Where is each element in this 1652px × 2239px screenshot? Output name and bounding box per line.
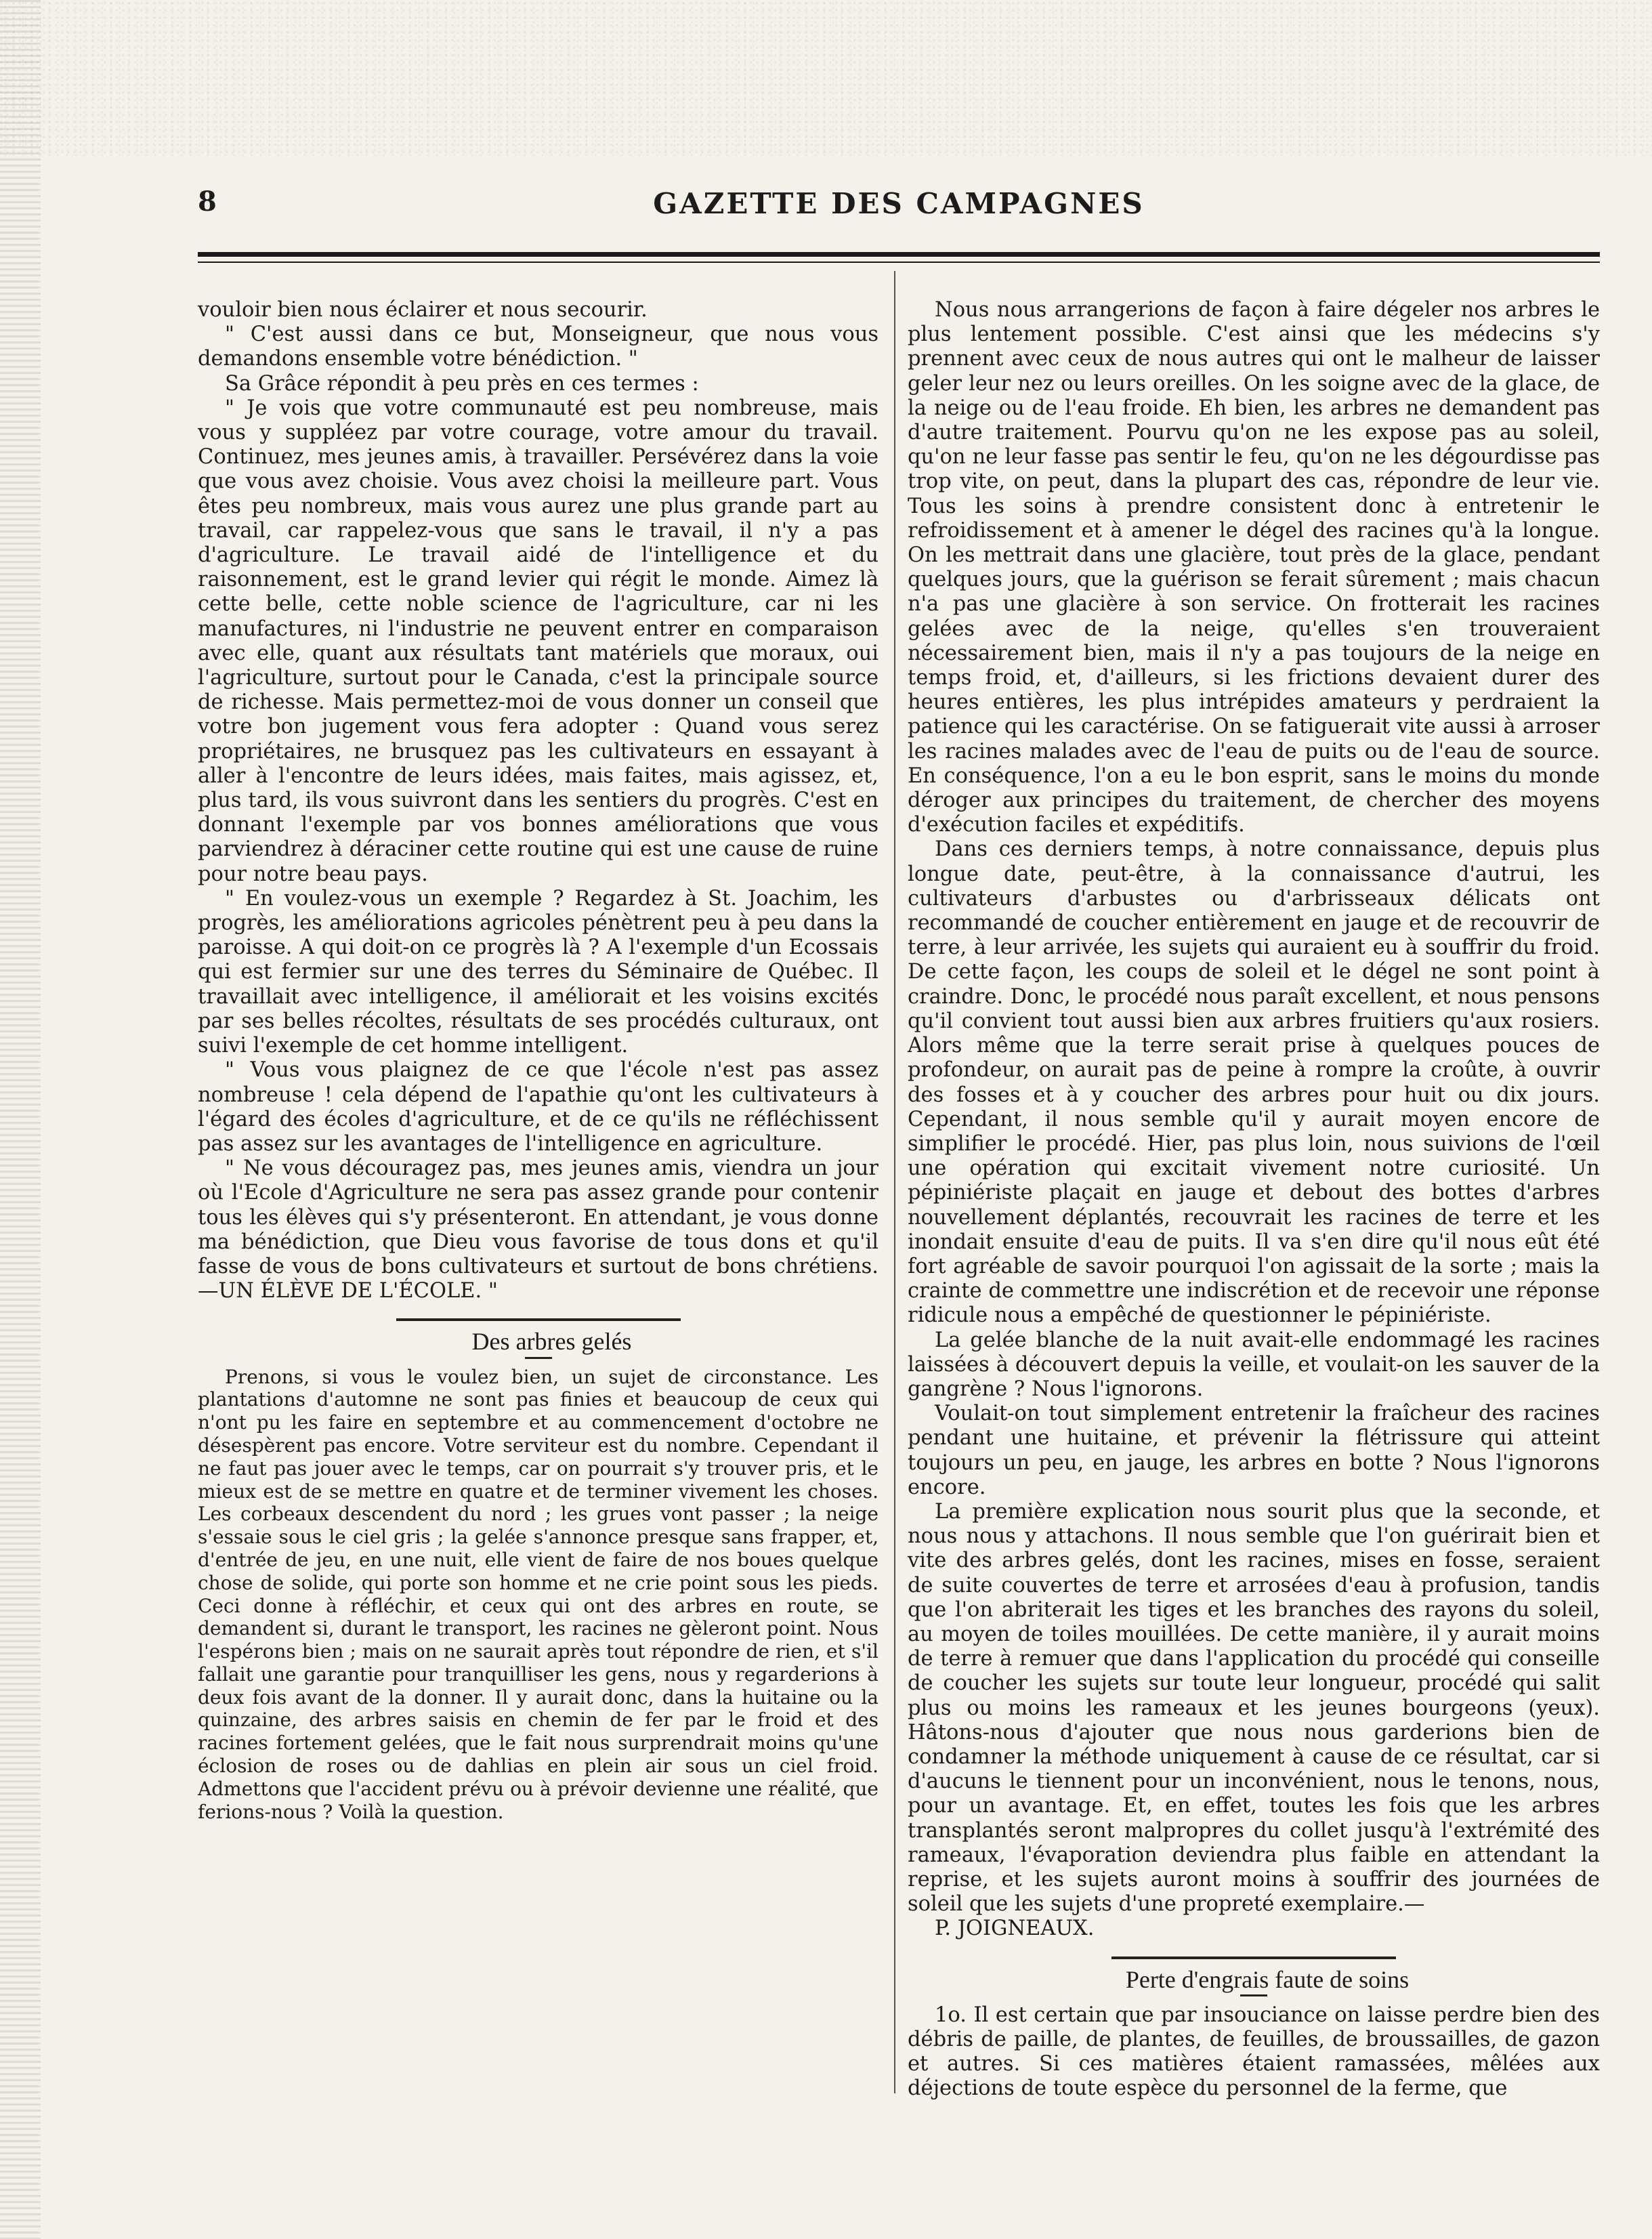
paragraph: Sa Grâce répondit à peu près en ces termes : xyxy=(225,371,699,396)
paragraph: " En voulez-vous un exemple ? Regardez à St. Joachim, les progrès, les améliorations agricoles pénètrent peu à peu dans la paroisse. A qui doit-on ce progrès là ? A l'exemple d'un Ecossais qui est fermier sur une des terres du Séminaire de Québec. Il travaillait avec intelligence, il améliorait et les voisins excités par ses belles récoltes, résultats de ses procédés culturaux, ont suivi l'exemple de cet homme intelligent. xyxy=(198,886,878,1058)
paragraph: Prenons, si vous le voulez bien, un sujet de circonstance. Les plantations d'automne ne sont pas finies et beaucoup de ceux qui n'ont pu les faire en septembre et au commencement d'octobre ne désespèrent pas encore. Votre serviteur est du nombre. Cependant il ne faut pas jouer avec le temps, car on pourrait s'y trouver pris, et le mieux est de se mettre en quatre et de terminer vivement les choses. Les corbeaux descendent du nord ; les grues vont passer ; la neige s'essaie sous le ciel gris ; la gelée s'annonce presque sans frapper, et, d'entrée de jeu, en une nuit, elle vient de faire de nos boues quelque chose de solide, qui porte son homme et ne crie point sous les pieds. Ceci donne à réfléchir, et ceux qui ont des arbres en route, se demandent si, durant le transport, les racines ne gèleront point. Nous l'espérons bien ; mais on ne saurait après tout répondre de rien, et s'il fallait une garantie pour tranquilliser les gens, nous y regarderions à deux fois avant de la donner. Il y aurait donc, dans la huitaine ou la quinzaine, des arbres saisis en chemin de fer par le froid et des racines fortement gelées, que le fait nous surprendrait moins qu'une éclosion de roses ou de dahlias en plein air sous un ciel froid. Admettons que l'accident prévu ou à prévoir devienne une réalité, que ferions-nous ? Voilà la question. xyxy=(198,1365,878,1823)
author-signature: P. JOIGNEAUX. xyxy=(935,1917,1095,1941)
paragraph: " C'est aussi dans ce but, Monseigneur, que nous vous demandons ensemble votre bénédiction. " xyxy=(198,322,878,371)
paragraph: " Vous vous plaignez de ce que l'école n'est pas assez nombreuse ! cela dépend de l'apathie qu'ont les cultivateurs à l'égard des écoles d'agriculture, et de ce qu'ils ne réfléchissent pas assez sur les avantages de l'intelligence en agriculture. xyxy=(198,1058,878,1156)
paragraph: Voulait-on tout simplement entretenir la fraîcheur des racines pendant une huitaine, et prévenir la flétrissure qui atteint toujours un peu, en jauge, les arbres en botte ? Nous l'ignorons encore. xyxy=(908,1402,1600,1499)
binding-edge xyxy=(0,0,41,2239)
left-column xyxy=(198,298,878,1823)
section-rule xyxy=(1111,1956,1396,1959)
header-rule-thick xyxy=(198,252,1600,257)
page-header xyxy=(198,182,1600,229)
paragraph: " Ne vous découragez pas, mes jeunes amis, viendra un jour où l'Ecole d'Agriculture ne sera pas assez grande pour contenir tous les élèves qui s'y présenteront. En attendant, je vous donne ma bénédiction, que Dieu vous favorise de tous dons et qu'il fasse de vous de bons cultivateurs et surtout de bons chrétiens.—UN ÉLÈVE DE L'ÉCOLE. " xyxy=(198,1156,878,1303)
section-title: Des arbres gelés xyxy=(471,1328,632,1356)
masthead-title: GAZETTE DES CAMPAGNES xyxy=(653,187,1145,220)
paragraph: 1o. Il est certain que par insouciance on laisse perdre bien des débris de paille, de plantes, de feuilles, de broussailles, de gazon et autres. Si ces matières étaient ramassées, mêlées aux déjections de toute espèce du personnel de la ferme, que xyxy=(908,2003,1600,2101)
right-column xyxy=(908,298,1600,2101)
paragraph: Dans ces derniers temps, à notre connaissance, depuis plus longue date, peut-être, à la connaissance d'autrui, les cultivateurs d'arbustes ou d'arbrisseaux délicats ont recommandé de coucher entièrement en jauge et de recouvrir de terre, à leur arrivée, les sujets qui auraient eu à souffrir du froid. De cette façon, les coups de soleil et le dégel ne sont point à craindre. Donc, le procédé nous paraît excellent, et nous pensons qu'il convient tout aussi bien aux arbres fruitiers qu'aux rosiers. Alors même que la terre serait prise à quelques pouces de profondeur, on aurait pas de peine à rompre la croûte, à ouvrir des fosses et à y coucher des arbres pour huit ou dix jours. Cependant, il nous semble qu'il y aurait moyen encore de simplifier le procédé. Hier, pas plus loin, nous suivions de l'œil une opération qui excitait vivement notre curiosité. Un pépiniériste plaçait en jauge et debout des bottes d'arbres nouvellement déplantés, recouvrait les racines de terre et les inondait ensuite d'eau de puits. Il va s'en dire qu'il nous eût été fort agréable de savoir pourquoi l'on agissait de la sorte ; mais la crainte de commettre une indiscrétion et de recevoir une réponse ridicule nous a empêché de questionner le pépiniériste. xyxy=(908,837,1600,1328)
page-number: 8 xyxy=(198,186,217,217)
section-dash xyxy=(1240,1994,1267,1996)
paragraph: Nous nous arrangerions de façon à faire dégeler nos arbres le plus lentement possible. C'est ainsi que les médecins s'y prennent avec ceux de nous autres qui ont le malheur de laisser geler leur nez ou leurs oreilles. On les soigne avec de la glace, de la neige ou de l'eau froide. Eh bien, les arbres ne demandent pas d'autre traitement. Pourvu qu'on ne les expose pas au soleil, qu'on ne leur fasse pas sentir le feu, qu'on ne les dégourdisse pas trop vite, on peut, dans la plupart des cas, répondre de leur vie. Tous les soins à prendre consistent donc à entretenir le refroidissement et à amener le dégel des racines qu'à la longue. On les mettrait dans une glacière, tout près de la glace, pendant quelques jours, que la guérison se ferait sûrement ; mais chacun n'a pas une glacière à son service. On frotterait les racines gelées avec de la neige, qu'elles s'en trouveraient nécessairement bien, mais il n'y a pas toujours de la neige en temps froid, et, d'ailleurs, si les frictions devaient durer des heures entières, les plus intrépides amateurs y perdraient la patience qui les caractérise. On se fatiguerait vite aussi à arroser les racines malades avec de l'eau de puits ou de l'eau de source. En conséquence, l'on a eu le bon esprit, sans le moins du monde déroger aux principes du traitement, de chercher des moyens d'exécution faciles et expéditifs. xyxy=(908,298,1600,837)
section-title: Perte d'engrais faute de soins xyxy=(1125,1965,1410,1993)
paragraph: " Je vois que votre communauté est peu nombreuse, mais vous y suppléez par votre courage, votre amour du travail. Continuez, mes jeunes amis, à travailler. Persévérez dans la voie que vous avez choisie. Vous avez choisi la meilleure part. Vous êtes peu nombreux, mais vous aurez une plus grande part au travail, car rappelez-vous que sans le travail, il n'y a pas d'agriculture. Le travail aidé de l'intelligence et du raisonnement, est le grand levier qui régit le monde. Aimez là cette belle, cette noble science de l'agriculture, car ni les manufactures, ni l'industrie ne peuvent entrer en comparaison avec elle, quant aux résultats tant matériels que moraux, oui l'agriculture, surtout pour le Canada, c'est la principale source de richesse. Mais permettez-moi de vous donner un conseil que votre bon jugement vous fera adopter : Quand vous serez propriétaires, ne brusquez pas les cultivateurs en essayant à aller à l'encontre de leurs idées, mais faites, mais agissez, et, plus tard, ils vous suivront dans les sentiers du progrès. C'est en donnant l'exemple par vos bonnes améliorations que vous parviendrez à déraciner cette routine qui est une cause de ruine pour notre beau pays. xyxy=(198,396,878,886)
section-dash xyxy=(525,1357,552,1359)
paragraph: La première explication nous sourit plus que la seconde, et nous nous y attachons. Il nous semble que l'on guérirait bien et vite des arbres gelés, dont les racines, mises en fosse, seraient de suite couvertes de terre et arrosées d'eau à profusion, tandis que l'on abriterait les tiges et les branches des rayons du soleil, au moyen de toiles mouillées. De cette manière, il y aurait moins de terre à remuer que dans l'application du procédé qui conseille de coucher les sujets sur toute leur longueur, procédé qui salit plus ou moins les rameaux et les jeunes bourgeons (yeux). Hâtons-nous d'ajouter que nous nous garderions bien de condamner la méthode uniquement à cause de ce résultat, car si d'aucuns le tiennent pour un inconvénient, nous le tenons, nous, pour un avantage. Et, en effet, toutes les fois que les arbres transplantés seront malpropres du collet jusqu'à l'extrémité des rameaux, l'évaporation deviendra plus faible en attendant la reprise, et les sujets auront moins à souffrir des journées de soleil que les sujets d'une propreté exemplaire.— xyxy=(908,1499,1600,1917)
paragraph: La gelée blanche de la nuit avait-elle endommagé les racines laissées à découvert depuis la veille, et voulait-on les sauver de la gangrène ? Nous l'ignorons. xyxy=(908,1328,1600,1401)
print-speckle xyxy=(0,0,1652,156)
header-rule-thin xyxy=(198,261,1600,263)
paragraph: vouloir bien nous éclairer et nous secourir. xyxy=(198,298,648,322)
section-rule xyxy=(396,1318,681,1321)
column-divider xyxy=(894,271,895,2093)
